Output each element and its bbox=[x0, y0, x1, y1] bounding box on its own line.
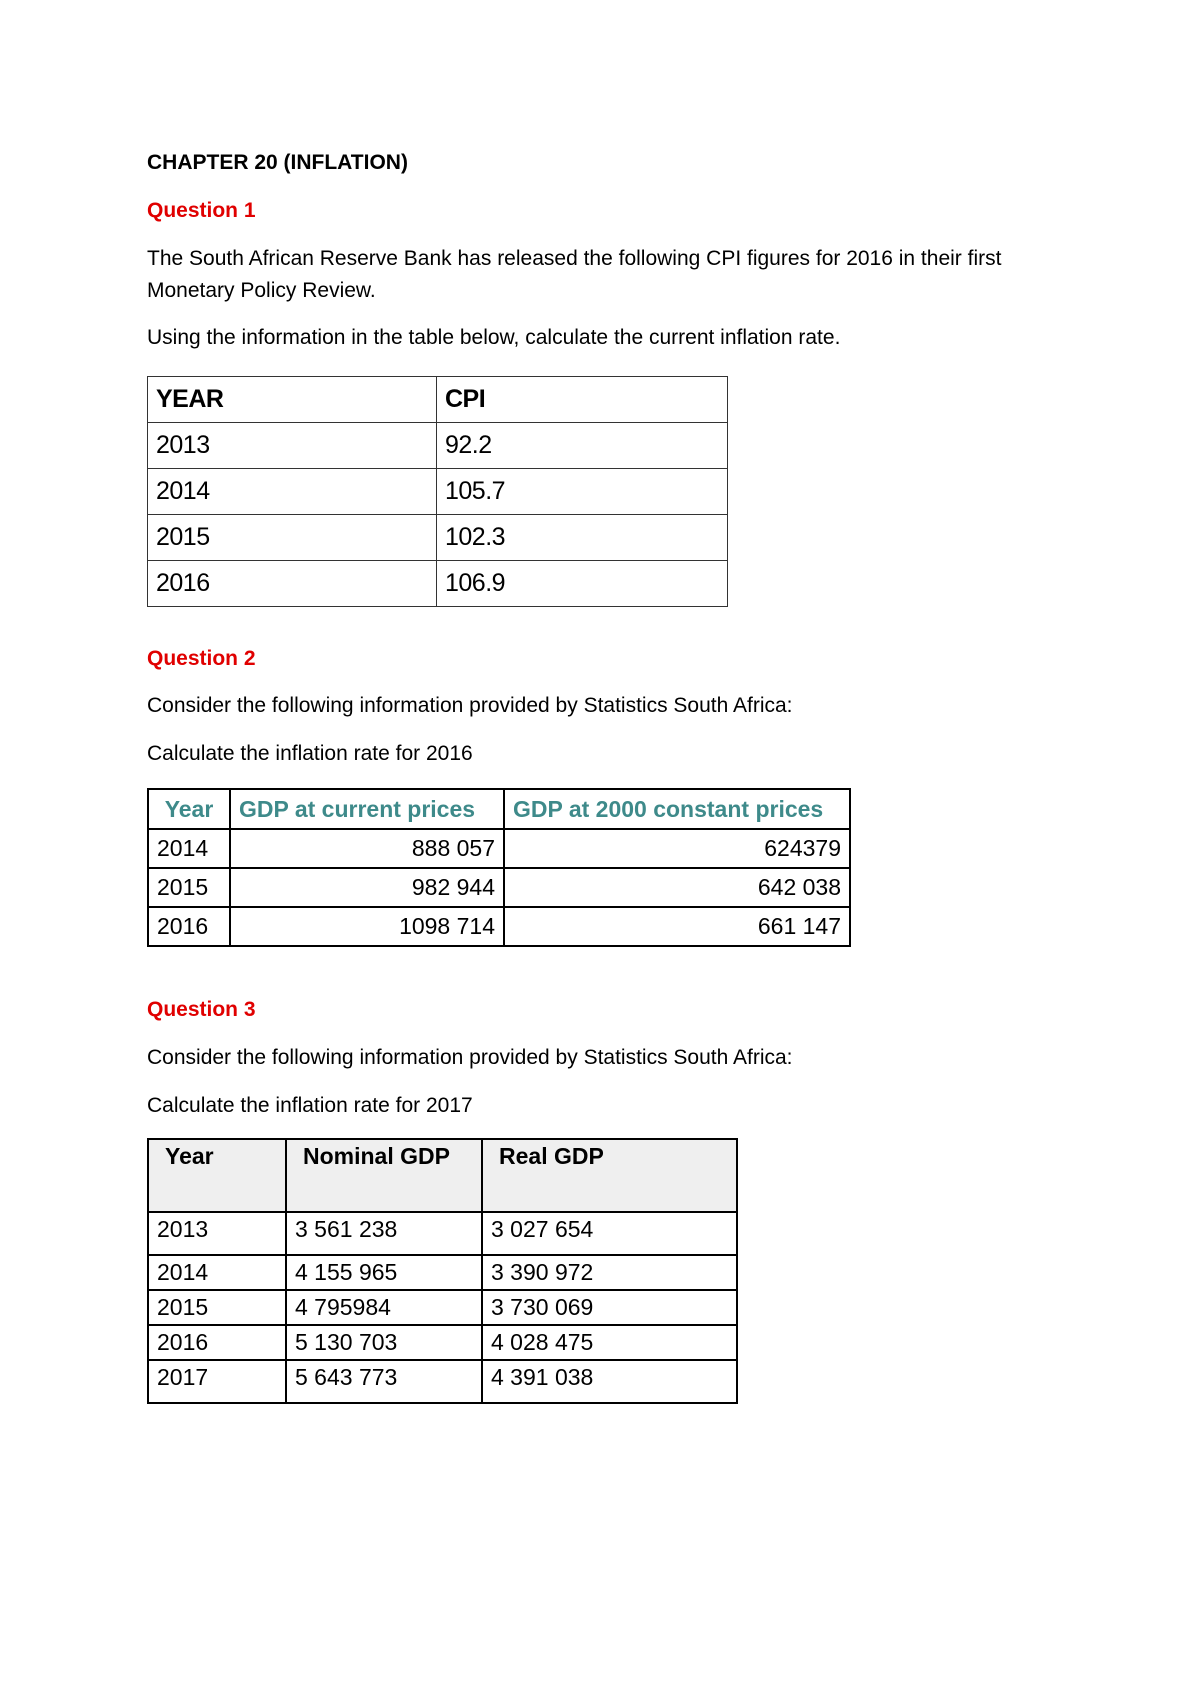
cell-year: 2016 bbox=[148, 907, 230, 946]
cell-nominal-gdp: 3 561 238 bbox=[286, 1212, 482, 1255]
cell-gdp-constant: 661 147 bbox=[504, 907, 850, 946]
cell-year: 2016 bbox=[148, 561, 437, 607]
table-row bbox=[148, 469, 728, 515]
cell-year: 2013 bbox=[148, 1212, 286, 1255]
table-row bbox=[148, 1325, 737, 1360]
cell-gdp-current: 982 944 bbox=[230, 868, 504, 907]
cpi-table bbox=[147, 376, 728, 607]
table-header-row bbox=[148, 1139, 737, 1212]
gdp-table-2017 bbox=[147, 1138, 738, 1404]
header-gdp-current: GDP at current prices bbox=[230, 789, 504, 829]
header-gdp-constant: GDP at 2000 constant prices bbox=[504, 789, 850, 829]
header-cpi: CPI bbox=[437, 377, 728, 423]
cell-year: 2014 bbox=[148, 829, 230, 868]
cell-cpi: 105.7 bbox=[437, 469, 728, 515]
question-3-instruction: Calculate the inflation rate for 2017 bbox=[147, 1094, 473, 1117]
table-row bbox=[148, 868, 850, 907]
cell-nominal-gdp: 4 795984 bbox=[286, 1290, 482, 1325]
table-row bbox=[148, 515, 728, 561]
question-2-text: Consider the following information provided by Statistics South Africa: bbox=[147, 694, 793, 717]
table-row bbox=[148, 907, 850, 946]
cell-year: 2014 bbox=[148, 1255, 286, 1290]
cell-nominal-gdp: 5 643 773 bbox=[286, 1360, 482, 1403]
gdp-table-2016 bbox=[147, 788, 851, 947]
question-3-text: Consider the following information provided by Statistics South Africa: bbox=[147, 1046, 793, 1069]
cell-year: 2017 bbox=[148, 1360, 286, 1403]
cell-nominal-gdp: 4 155 965 bbox=[286, 1255, 482, 1290]
cell-gdp-constant: 642 038 bbox=[504, 868, 850, 907]
question-1-text: The South African Reserve Bank has released the following CPI figures for 2016 in their first Monetary Policy Review. bbox=[147, 247, 1002, 302]
cell-nominal-gdp: 5 130 703 bbox=[286, 1325, 482, 1360]
header-nominal-gdp: Nominal GDP bbox=[286, 1139, 482, 1212]
table-header-row bbox=[148, 377, 728, 423]
question-2-instruction: Calculate the inflation rate for 2016 bbox=[147, 742, 473, 765]
table-row bbox=[148, 1360, 737, 1403]
table-row bbox=[148, 1255, 737, 1290]
header-year: Year bbox=[148, 1139, 286, 1212]
cell-gdp-constant: 624379 bbox=[504, 829, 850, 868]
table-row bbox=[148, 829, 850, 868]
cell-year: 2015 bbox=[148, 1290, 286, 1325]
question-3-label: Question 3 bbox=[147, 998, 256, 1021]
cell-year: 2016 bbox=[148, 1325, 286, 1360]
cell-real-gdp: 3 390 972 bbox=[482, 1255, 737, 1290]
question-2-label: Question 2 bbox=[147, 647, 256, 670]
cell-cpi: 102.3 bbox=[437, 515, 728, 561]
header-real-gdp: Real GDP bbox=[482, 1139, 737, 1212]
cell-real-gdp: 4 028 475 bbox=[482, 1325, 737, 1360]
table-row bbox=[148, 561, 728, 607]
cell-year: 2013 bbox=[148, 423, 437, 469]
table-header-row bbox=[148, 789, 850, 829]
cell-year: 2015 bbox=[148, 868, 230, 907]
cell-real-gdp: 3 730 069 bbox=[482, 1290, 737, 1325]
cell-gdp-current: 888 057 bbox=[230, 829, 504, 868]
cell-year: 2015 bbox=[148, 515, 437, 561]
question-1-label: Question 1 bbox=[147, 199, 256, 222]
table-row bbox=[148, 1212, 737, 1255]
cell-gdp-current: 1098 714 bbox=[230, 907, 504, 946]
table-row bbox=[148, 1290, 737, 1325]
cell-year: 2014 bbox=[148, 469, 437, 515]
cell-real-gdp: 4 391 038 bbox=[482, 1360, 737, 1403]
table-row bbox=[148, 423, 728, 469]
cell-cpi: 106.9 bbox=[437, 561, 728, 607]
question-1-instruction: Using the information in the table below, calculate the current inflation rate. bbox=[147, 326, 841, 349]
header-year: Year bbox=[148, 789, 230, 829]
header-year: YEAR bbox=[148, 377, 437, 423]
cell-cpi: 92.2 bbox=[437, 423, 728, 469]
cell-real-gdp: 3 027 654 bbox=[482, 1212, 737, 1255]
chapter-title: CHAPTER 20 (INFLATION) bbox=[147, 151, 408, 174]
